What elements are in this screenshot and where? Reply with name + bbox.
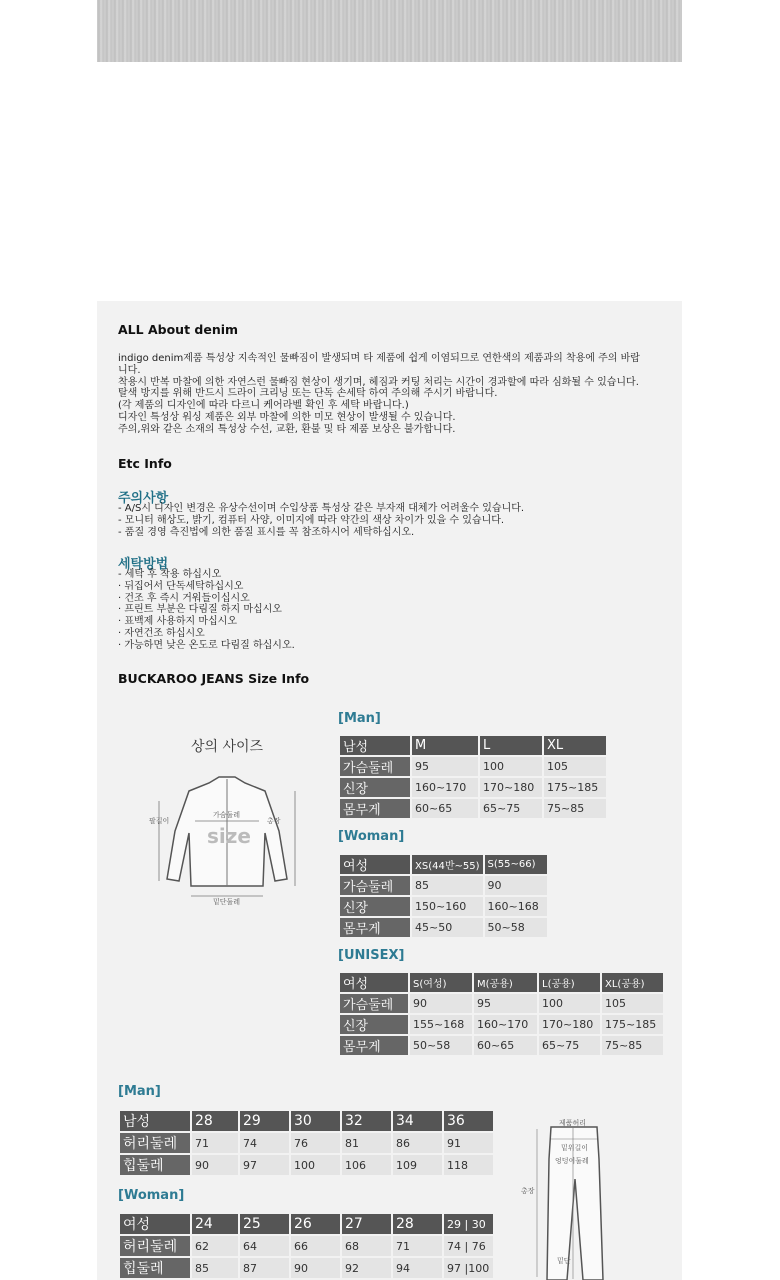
table-cell: 71 xyxy=(393,1236,442,1256)
about-line: 주의,위와 같은 소재의 특성상 수선, 교환, 환불 및 타 제품 보상은 불가합니다. xyxy=(118,423,456,435)
row-label: 신장 xyxy=(340,897,410,916)
pants-diagram xyxy=(519,1119,619,1280)
row-label: 허리둘레 xyxy=(120,1133,190,1153)
table-header-cell: 36 xyxy=(444,1111,493,1131)
wash-text xyxy=(118,569,668,652)
table-row xyxy=(340,1015,663,1034)
table-cell: 50~58 xyxy=(410,1036,472,1055)
pants-label-waist: 제품허리 xyxy=(559,1119,587,1127)
table-cell: 175~185 xyxy=(602,1015,663,1034)
wash-line: - 세탁 후 착용 하십시오 xyxy=(118,569,222,580)
top-unisex-table xyxy=(338,971,665,1057)
table-cell: 109 xyxy=(393,1155,442,1175)
pants-label-thigh: 엉덩이둘레 xyxy=(555,1157,589,1165)
table-cell: 97 xyxy=(240,1155,289,1175)
table-header-cell: 여성 xyxy=(340,855,410,874)
product-fabric-image xyxy=(97,0,682,62)
about-line: indigo denim제품 특성상 지속적인 물빠짐이 발생되며 타 제품에 쉽게 이염되므로 연한색의 제품과의 착용에 주의 바랍 xyxy=(118,353,640,364)
table-header-cell: 24 xyxy=(192,1214,238,1234)
table-cell: 100 xyxy=(291,1155,340,1175)
table-header-cell: 28 xyxy=(192,1111,238,1131)
table-cell: 76 xyxy=(291,1133,340,1153)
row-label: 몸무게 xyxy=(340,1036,408,1055)
table-header-cell: 여성 xyxy=(340,973,408,992)
shirt-diagram xyxy=(147,771,307,906)
table-cell: 95 xyxy=(474,994,537,1013)
table-cell: 68 xyxy=(342,1236,391,1256)
table-cell: 45~50 xyxy=(412,918,483,937)
row-label: 신장 xyxy=(340,778,410,797)
wash-line: · 건조 후 즉시 거워들이십시오 xyxy=(118,592,250,604)
about-denim-text xyxy=(118,353,668,436)
table-cell: 62 xyxy=(192,1236,238,1256)
row-label: 힙둘레 xyxy=(120,1258,190,1278)
table-cell: 90 xyxy=(291,1258,340,1278)
wash-line: · 표백제 사용하지 마십시오 xyxy=(118,616,237,628)
table-cell: 75~85 xyxy=(602,1036,663,1055)
table-row xyxy=(340,757,606,776)
table-cell: 90 xyxy=(410,994,472,1013)
wash-line: · 가능하면 낮은 온도로 다림질 하십시오. xyxy=(118,639,295,651)
table-row xyxy=(340,778,606,797)
table-cell: 74 | 76 xyxy=(444,1236,493,1256)
table-row xyxy=(340,994,663,1013)
shirt-label-center: size xyxy=(207,824,251,848)
pants-label-length: 총장 xyxy=(521,1187,535,1195)
shirt-label-sleeve: 팔길이 xyxy=(149,817,170,825)
top-man-label: [Man] xyxy=(338,711,381,726)
row-label: 신장 xyxy=(340,1015,408,1034)
wash-line: · 자연건조 하십시오 xyxy=(118,627,205,639)
caution-title: 주의사항 xyxy=(118,491,169,506)
table-header-cell: S(55~66) xyxy=(485,855,547,874)
product-info-panel xyxy=(97,301,682,1280)
table-row xyxy=(340,799,606,818)
table-header-cell: XS(44반~55) xyxy=(412,855,483,874)
etc-info-heading: Etc Info xyxy=(118,456,172,471)
table-header-cell: 25 xyxy=(240,1214,289,1234)
table-cell: 94 xyxy=(393,1258,442,1278)
table-header-cell: 여성 xyxy=(120,1214,190,1234)
table-cell: 65~75 xyxy=(480,799,542,818)
table-cell: 60~65 xyxy=(412,799,478,818)
about-line: 디자인 특성상 워싱 제품은 외부 마찰에 의한 미모 현상이 발생될 수 있습니다. xyxy=(118,411,456,423)
table-header-cell: XL(공용) xyxy=(602,973,663,992)
caution-text xyxy=(118,503,668,538)
table-cell: 100 xyxy=(539,994,600,1013)
about-line: 탈색 방지를 위해 반드시 드라이 크리닝 또는 단독 손세탁 하여 주의해 주시기 바랍니다. xyxy=(118,388,498,400)
row-label: 가슴둘레 xyxy=(340,757,410,776)
table-cell: 100 xyxy=(480,757,542,776)
table-header-cell: 29 | 30 xyxy=(444,1214,493,1234)
table-header-cell: 30 xyxy=(291,1111,340,1131)
bottom-man-table xyxy=(118,1109,495,1177)
table-cell: 86 xyxy=(393,1133,442,1153)
table-cell: 85 xyxy=(192,1258,238,1278)
table-header-cell: M xyxy=(412,736,478,755)
table-cell: 74 xyxy=(240,1133,289,1153)
row-label: 힙둘레 xyxy=(120,1155,190,1175)
table-header-cell: M(공용) xyxy=(474,973,537,992)
top-unisex-label: [UNISEX] xyxy=(338,948,405,963)
table-cell: 106 xyxy=(342,1155,391,1175)
top-woman-label: [Woman] xyxy=(338,829,405,844)
wash-line: · 뒤집어서 단독세탁하십시오 xyxy=(118,580,244,592)
table-cell: 81 xyxy=(342,1133,391,1153)
row-label: 몸무게 xyxy=(340,918,410,937)
shirt-size-title: 상의 사이즈 xyxy=(191,739,264,755)
table-cell: 118 xyxy=(444,1155,493,1175)
about-line: 착용시 반복 마찰에 의한 자연스런 물빠짐 현상이 생기며, 헤짐과 커팅 처리는 시간이 경과할에 따라 심화될 수 있습니다. xyxy=(118,376,639,388)
table-cell: 60~65 xyxy=(474,1036,537,1055)
table-cell: 95 xyxy=(412,757,478,776)
table-header-cell: S(여성) xyxy=(410,973,472,992)
table-row xyxy=(340,876,547,895)
table-header-cell: 28 xyxy=(393,1214,442,1234)
pants-label-hem: 밑단 xyxy=(557,1257,571,1265)
table-cell: 92 xyxy=(342,1258,391,1278)
table-row xyxy=(120,1133,493,1153)
about-line: (각 제품의 디자인에 따라 다르니 케어라벨 확인 후 세탁 바랍니다.) xyxy=(118,400,409,412)
table-cell: 170~180 xyxy=(480,778,542,797)
table-header-cell: L xyxy=(480,736,542,755)
table-cell: 64 xyxy=(240,1236,289,1256)
table-header-cell: 29 xyxy=(240,1111,289,1131)
table-cell: 160~168 xyxy=(485,897,547,916)
table-header-cell: 32 xyxy=(342,1111,391,1131)
table-cell: 75~85 xyxy=(544,799,606,818)
about-line: 니다. xyxy=(118,364,141,376)
bottom-man-label: [Man] xyxy=(118,1084,161,1099)
shirt-label-hem: 밑단둘레 xyxy=(213,898,241,906)
table-cell: 90 xyxy=(192,1155,238,1175)
table-header-cell: 남성 xyxy=(120,1111,190,1131)
caution-line: - 품질 경영 측진법에 의한 품질 표시를 꼭 참조하시어 세탁하십시오. xyxy=(118,526,415,538)
table-cell: 90 xyxy=(485,876,547,895)
table-header-cell: 남성 xyxy=(340,736,410,755)
table-cell: 50~58 xyxy=(485,918,547,937)
caution-line: - 모니터 해상도, 밝기, 컴퓨터 사양, 이미지에 따라 약간의 색상 차이가 있을 수 있습니다. xyxy=(118,514,505,526)
table-row xyxy=(340,918,547,937)
table-cell: 71 xyxy=(192,1133,238,1153)
top-man-table xyxy=(338,734,608,820)
table-header-cell: XL xyxy=(544,736,606,755)
size-info-heading: BUCKAROO JEANS Size Info xyxy=(118,671,310,686)
shirt-label-chest: 가슴둘레 xyxy=(213,811,241,819)
table-cell: 65~75 xyxy=(539,1036,600,1055)
table-cell: 105 xyxy=(544,757,606,776)
table-cell: 160~170 xyxy=(412,778,478,797)
table-cell: 160~170 xyxy=(474,1015,537,1034)
wash-line: · 프린트 부분은 다림질 하지 마십시오 xyxy=(118,604,282,616)
table-cell: 85 xyxy=(412,876,483,895)
table-row xyxy=(120,1155,493,1175)
pants-label-rise: 밑위길이 xyxy=(561,1144,589,1152)
table-header-cell: 26 xyxy=(291,1214,340,1234)
table-cell: 150~160 xyxy=(412,897,483,916)
table-cell: 155~168 xyxy=(410,1015,472,1034)
bottom-woman-table xyxy=(118,1212,495,1280)
table-header-cell: 34 xyxy=(393,1111,442,1131)
about-denim-heading: ALL About denim xyxy=(118,322,239,337)
table-row xyxy=(340,1036,663,1055)
table-row xyxy=(120,1258,493,1278)
table-cell: 170~180 xyxy=(539,1015,600,1034)
table-header-cell: 27 xyxy=(342,1214,391,1234)
wash-title: 세탁방법 xyxy=(118,557,169,572)
row-label: 가슴둘레 xyxy=(340,876,410,895)
row-label: 몸무게 xyxy=(340,799,410,818)
row-label: 가슴둘레 xyxy=(340,994,408,1013)
top-woman-table xyxy=(338,853,549,939)
row-label: 허리둘레 xyxy=(120,1236,190,1256)
table-cell: 97 |100 xyxy=(444,1258,493,1278)
table-header-cell: L(공용) xyxy=(539,973,600,992)
table-row xyxy=(120,1236,493,1256)
shirt-label-length: 총장 xyxy=(267,817,281,825)
table-row xyxy=(340,897,547,916)
table-cell: 87 xyxy=(240,1258,289,1278)
caution-line: - A/S시 디자인 변경은 유상수선이며 수입상품 특성상 같은 부자재 대체가 어려울수 있습니다. xyxy=(118,503,525,514)
table-cell: 66 xyxy=(291,1236,340,1256)
table-cell: 105 xyxy=(602,994,663,1013)
bottom-woman-label: [Woman] xyxy=(118,1188,185,1203)
table-cell: 175~185 xyxy=(544,778,606,797)
table-cell: 91 xyxy=(444,1133,493,1153)
